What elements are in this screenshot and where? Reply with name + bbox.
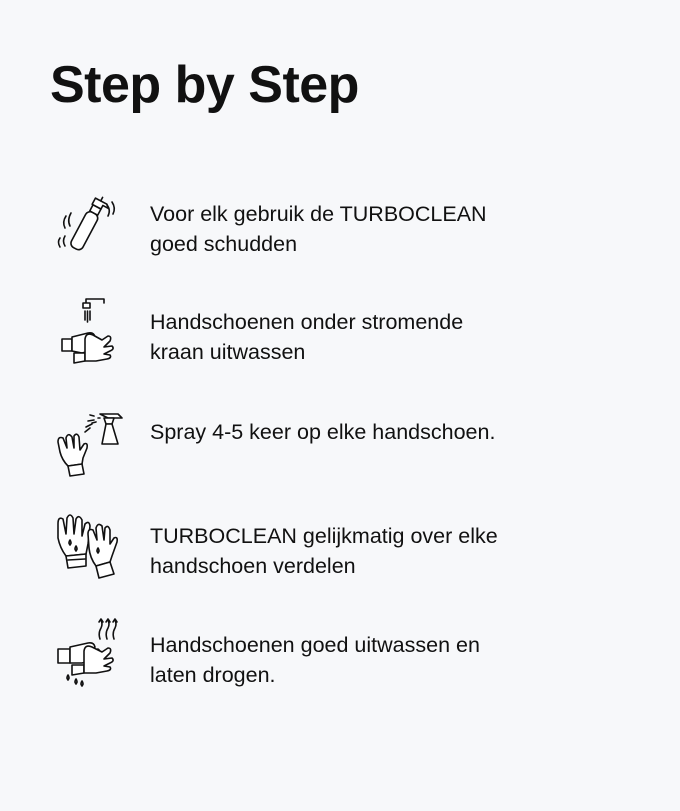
step-text-line: Voor elk gebruik de TURBOCLEAN <box>150 202 487 226</box>
page-title: Step by Step <box>50 56 359 114</box>
gloves-wash-dry-icon <box>52 615 126 689</box>
step-text-line: TURBOCLEAN gelijkmatig over elke <box>150 524 498 548</box>
step-text-line: handschoen verdelen <box>150 554 356 578</box>
gloves-rub-drops-icon <box>52 510 126 584</box>
step-text-line: Handschoenen onder stromende <box>150 310 464 334</box>
step-text-line: goed schudden <box>150 232 298 256</box>
step-item <box>50 404 570 494</box>
step-text <box>150 521 550 581</box>
step-item <box>50 293 570 383</box>
step-item <box>50 186 570 276</box>
step-item <box>50 510 570 600</box>
step-text-line: laten drogen. <box>150 663 276 687</box>
step-text <box>150 307 550 367</box>
spray-on-glove-icon <box>52 404 126 478</box>
step-text <box>150 417 550 447</box>
step-text <box>150 199 550 259</box>
step-text-line: Spray 4-5 keer op elke handschoen. <box>150 420 496 444</box>
step-text <box>150 630 550 690</box>
spray-bottle-shake-icon <box>52 186 126 260</box>
step-item <box>50 615 570 705</box>
step-text-line: kraan uitwassen <box>150 340 306 364</box>
step-text-line: Handschoenen goed uitwassen en <box>150 633 480 657</box>
gloves-under-tap-icon <box>52 293 126 367</box>
